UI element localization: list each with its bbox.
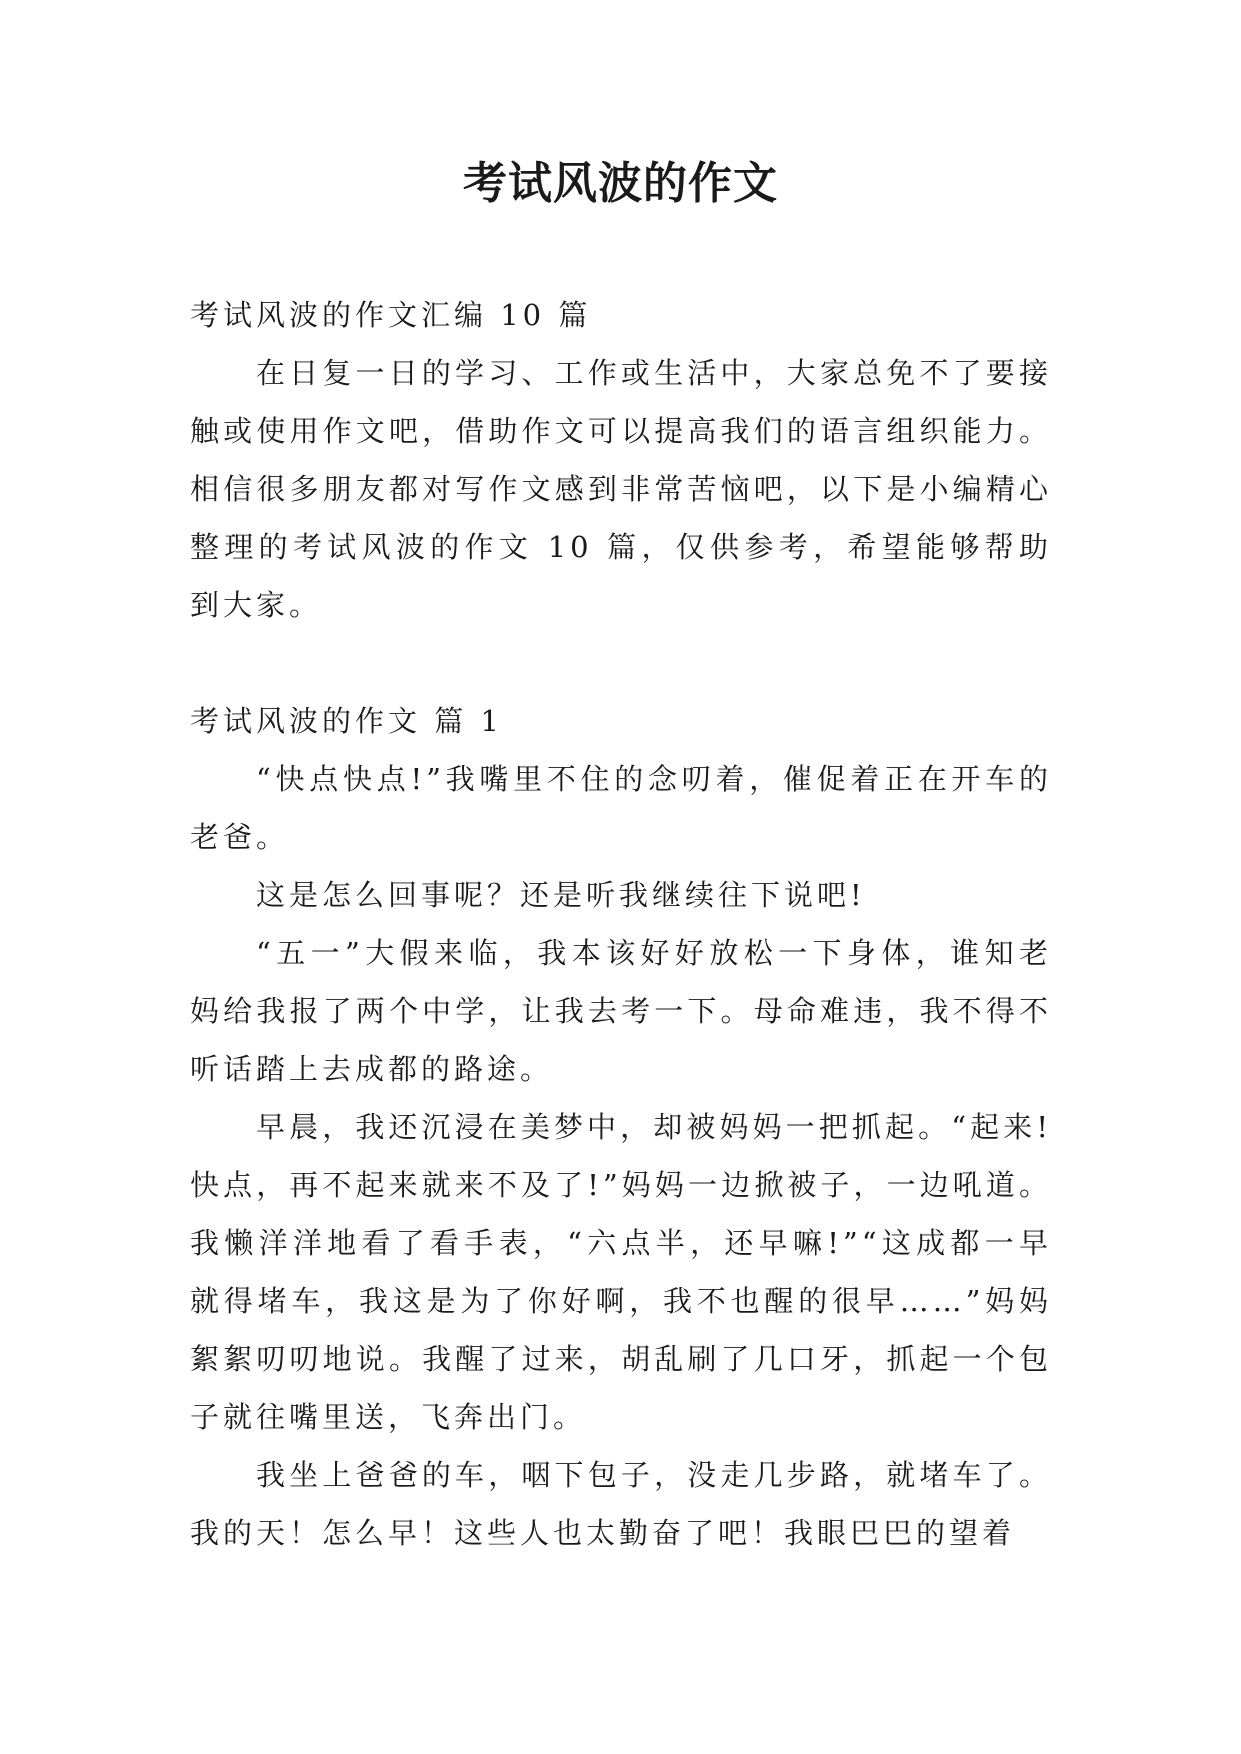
section-spacer <box>190 634 1052 692</box>
section-heading: 考试风波的作文 篇 1 <box>190 704 503 738</box>
paragraph: 早晨，我还沉浸在美梦中，却被妈妈一把抓起。“起来!快点，再不起来就来不及了!”妈妈一边掀被子，一边吼道。我懒洋洋地看了看手表，“六点半，还早嘛!”“这成都一早就得堵车，我这是为了你好啊，我不也醒的很早……”妈妈絮絮叨叨地说。我醒了过来，胡乱刷了几口牙，抓起一个包子就往嘴里送，飞奔出门。 <box>190 1110 1052 1434</box>
document-body <box>190 286 1052 1562</box>
paragraph: “快点快点!”我嘴里不住的念叨着，催促着正在开车的老爸。 <box>190 762 1052 854</box>
paragraph: 我坐上爸爸的车，咽下包子，没走几步路，就堵车了。我的天！怎么早！这些人也太勤奋了吧！我眼巴巴的望着 <box>190 1458 1052 1550</box>
paragraph: 这是怎么回事呢？还是听我继续往下说吧! <box>256 878 866 912</box>
document-title: 考试风波的作文 <box>463 158 778 209</box>
intro-paragraph: 在日复一日的学习、工作或生活中，大家总免不了要接触或使用作文吧，借助作文可以提高我们的语言组织能力。相信很多朋友都对写作文感到非常苦恼吧，以下是小编精心整理的考试风波的作文 10 篇，仅供参考，希望能够帮助到大家。 <box>190 356 1052 622</box>
paragraph: “五一”大假来临，我本该好好放松一下身体，谁知老妈给我报了两个中学，让我去考一下。母命难违，我不得不听话踏上去成都的路途。 <box>190 936 1052 1086</box>
collection-subtitle: 考试风波的作文汇编 10 篇 <box>190 298 592 332</box>
